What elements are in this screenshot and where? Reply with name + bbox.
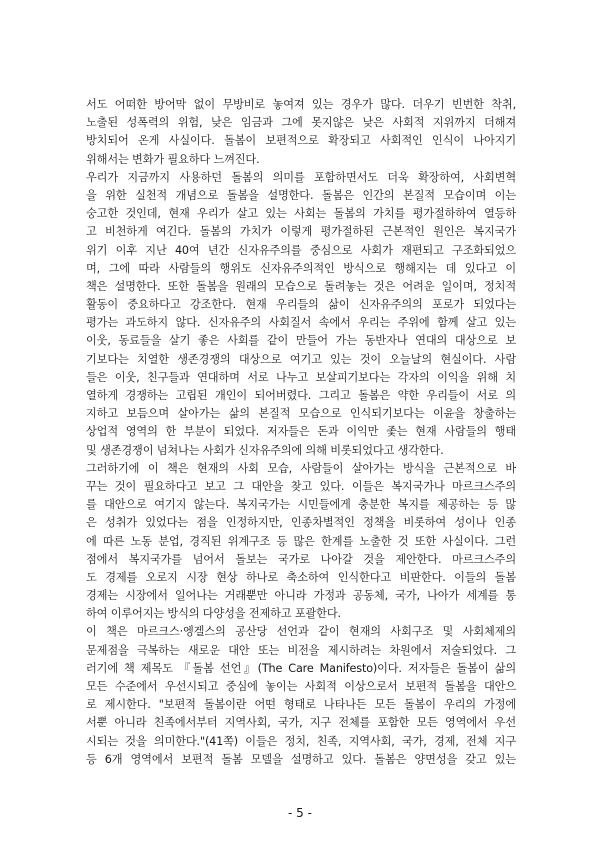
text-line: 지하고 보듬으며 살아가는 삶의 본질적 모습으로 인식되기보다는 이윤을 창출하는 <box>86 407 516 421</box>
text-line: 서도 어떠한 방어막 없이 무방비로 놓여져 있는 경우가 많다. 더우기 빈번한 착취, <box>86 98 516 111</box>
text-line: 노출된 성폭력의 위험, 낮은 임금과 그에 못지않은 낮은 사회적 지위까지 더해져 <box>86 116 516 130</box>
text-line: 방치되어 온게 사실이다. 돌봄이 보편적으로 확장되고 사회적인 인식이 나아지기 <box>86 134 516 148</box>
text-line: 경제는 시장에서 일어나는 거래뿐만 아니라 가정과 공동체, 국가, 나아가 세계를 통 <box>86 589 516 603</box>
body-text <box>86 96 516 769</box>
text-line: 열하게 경쟁하는 고립된 개인이 되어버렸다. 그리고 돌봄은 약한 우리들이 서로 의 <box>86 389 516 402</box>
text-line: 및 생존경쟁이 넘쳐나는 사회가 신자유주의에 의해 비롯되었다고 생각한다. <box>86 443 444 457</box>
text-line: 러기에 책 제목도 『돌봄 선언』(The Care Manifesto)이다. 저자들은 돌봄이 삶의 <box>86 661 516 675</box>
text-line: 책은 설명한다. 또한 돌봄을 원래의 모습으로 돌려놓는 것은 어려운 일이며, 정치적 <box>86 279 516 293</box>
text-line: 을 위한 실천적 개념으로 돌봄을 설명한다. 돌봄은 인간의 본질적 모습이며 이는 <box>86 188 516 202</box>
text-line: 점에서 복지국가를 넘어서 돌보는 국가로 나아갈 것을 제안한다. 마르크스주의 <box>86 552 516 566</box>
text-line: 에 따른 노동 분업, 경직된 위계구조 등 많은 한계를 노출한 것 또한 사실이다. 그런 <box>86 534 516 548</box>
text-line: 그러하기에 이 책은 현재의 사회 모습, 사람들이 살아가는 방식을 근본적으로 바 <box>86 461 516 475</box>
text-line: 모든 수준에서 우선시되고 중심에 놓이는 사회적 이상으로서 보편적 돌봄을 대안으 <box>86 680 516 693</box>
text-line: 로 제시한다. "보편적 돌봄이란 어떤 형태로 나타나든 모든 돌봄이 우리의 가정에 <box>86 698 516 712</box>
page-number: - 5 - <box>288 806 312 820</box>
text-line: 서뿐 아니라 친족에서부터 지역사회, 국가, 지구 전체를 포함한 모든 영역에서 우선 <box>86 716 516 730</box>
text-line: 문제점을 극복하는 새로운 대안 또는 비전을 제시하려는 차원에서 저술되었다. 그 <box>86 643 516 657</box>
text-line: 이 책은 마르크스·엥겔스의 공산당 선언과 같이 현재의 사회구조 및 사회체제의 <box>86 625 516 639</box>
text-line: 상업적 영역의 한 부분이 되었다. 저자들은 돈과 이익만 좇는 현재 사람들의 행태 <box>86 425 516 439</box>
text-line: 활동이 중요하다고 강조한다. 현재 우리들의 삶이 신자유주의의 포로가 되었다는 <box>86 298 516 312</box>
text-line: 평가는 과도하지 않다. 신자유주의 사회질서 속에서 우리는 주위에 함께 살고 있는 <box>86 316 516 330</box>
text-line: 고 비천하게 여긴다. 돌봄의 가치가 이렇게 평가절하된 근본적인 원인은 복지국가 <box>86 225 516 239</box>
text-line: 기보다는 치열한 생존경쟁의 대상으로 여기고 있는 것이 오늘날의 현실이다. 사람 <box>86 352 516 366</box>
text-line: 등 6개 영역에서 보편적 돌봄 모델을 설명하고 있다. 돌봄은 양면성을 갖고 있는 <box>86 752 516 766</box>
text-line: 를 대안으로 여기지 않는다. 복지국가는 시민들에게 충분한 복지를 제공하는 등 많 <box>86 498 516 512</box>
text-line: 이웃, 동료들을 살기 좋은 사회를 같이 만들어 가는 동반자나 연대의 대상으로 보 <box>86 334 516 348</box>
text-line: 꾸는 것이 필요하다고 보고 그 대안을 찾고 있다. 이들은 복지국가나 마르크스주의 <box>86 479 516 493</box>
text-line: 며, 그에 따라 사람들의 행위도 신자유주의적인 방식으로 행해지는 데 있다고 이 <box>86 261 516 275</box>
text-line: 들은 이웃, 친구들과 연대하며 서로 나누고 보살피기보다는 각자의 이익을 위해 치 <box>86 370 516 384</box>
text-line: 도 경제를 오로지 시장 현상 하나로 축소하여 인식한다고 비판한다. 이들의 돌봄 <box>86 570 516 584</box>
text-line: 은 성취가 있었다는 점을 인정하지만, 인종차별적인 정책을 비롯하여 성이나 인종 <box>86 516 516 530</box>
text-line: 위해서는 변화가 필요하다 느껴진다. <box>86 152 260 166</box>
text-line: 시되는 것을 의미한다."(41쪽) 이들은 정치, 친족, 지역사회, 국가, 경제, 전체 지구 <box>86 734 516 748</box>
text-line: 숭고한 것인데, 현재 우리가 살고 있는 사회는 돌봄의 가치를 평가절하하여 열등하 <box>86 207 516 221</box>
text-line: 우리가 지금까지 사용하던 돌봄의 의미를 포함하면서도 더욱 확장하여, 사회변혁 <box>86 170 516 184</box>
text-line: 위기 이후 지난 40여 년간 신자유주의를 중심으로 사회가 재편되고 구조화되었으 <box>86 243 516 257</box>
text-line: 하여 이루어지는 방식의 다양성을 전제하고 포괄한다. <box>86 607 341 621</box>
